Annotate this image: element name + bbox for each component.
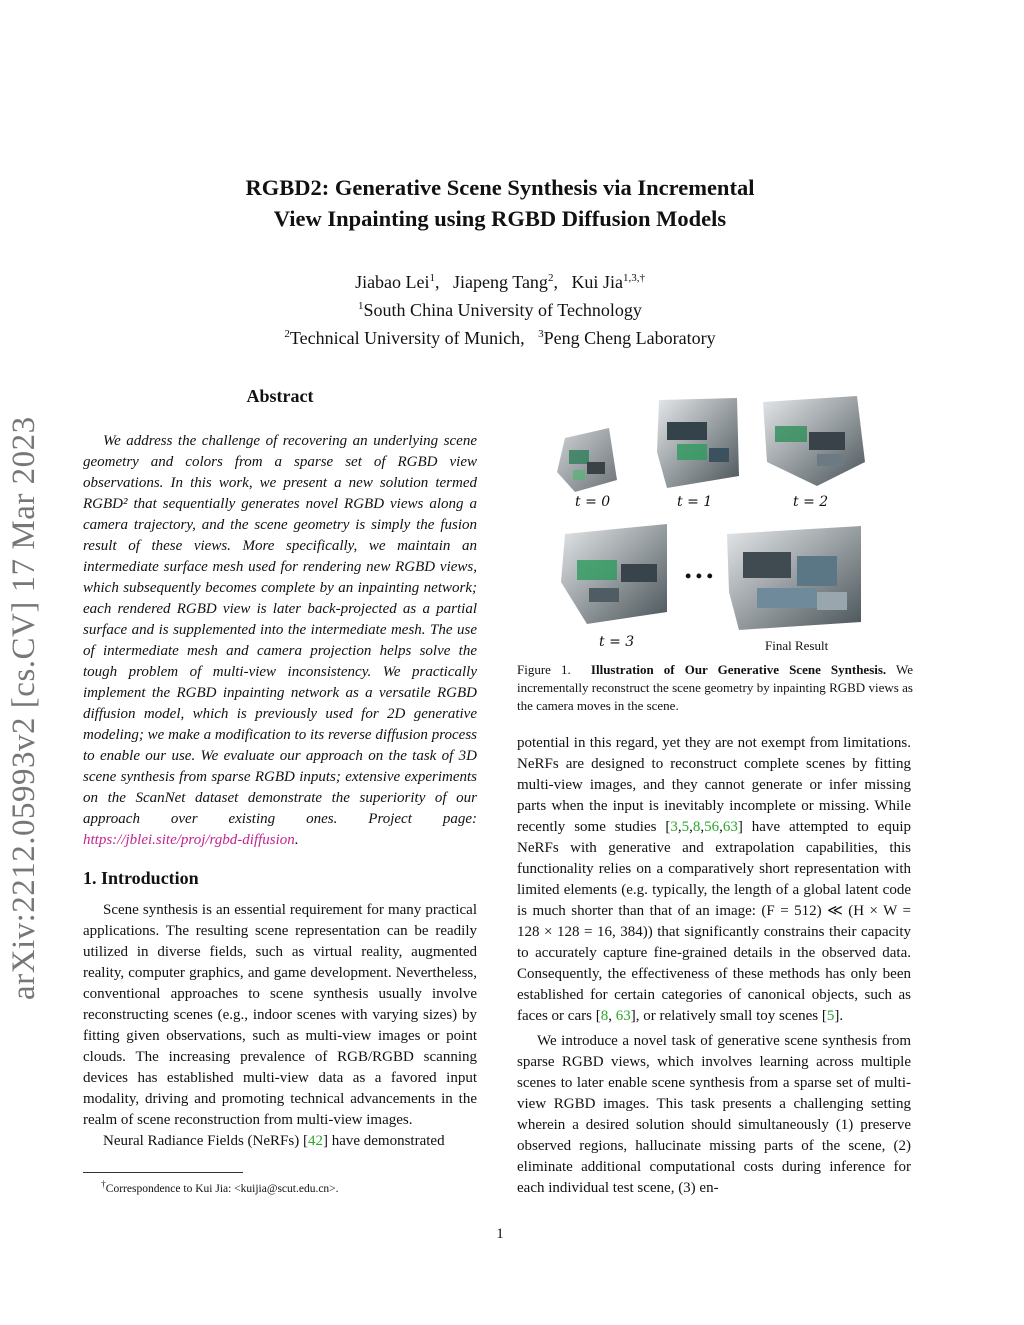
label-t2: t = 2	[793, 494, 829, 510]
figure-1-panels	[517, 392, 917, 657]
author-2: Jiapeng Tang	[453, 272, 548, 292]
author-1-affiliation: 1	[429, 272, 436, 284]
scene-render-final	[727, 526, 861, 630]
abstract-end: .	[294, 832, 299, 848]
author-block	[0, 266, 1000, 350]
citation-link[interactable]: 8	[600, 1008, 609, 1024]
right-p1-d: ].	[834, 1008, 844, 1024]
citation-link[interactable]: 56	[704, 819, 720, 835]
intro-p2-text-a: Neural Radiance Fields (NeRFs) [	[103, 1133, 308, 1149]
caption-title: Illustration of Our Generative Scene Synthesis.	[590, 662, 887, 677]
intro-paragraph-1: Scene synthesis is an essential requirement for many practical applications. The resulting scene representation can be readily utilized in diverse fields, such as virtual reality, augmented reality, computer graphics, and game development. Nevertheless, conventional approaches to scene synthesis usually involve reconstructing scenes (e.g., indoor scenes with varying sizes) by fitting given observations, such as multi-view images or point clouds. The increasing prevalence of RGB/RGBD scanning devices has established multi-view data as a favored input modality, driving and promoting technical advancements in the realm of scene reconstruction from multi-view images.	[83, 902, 477, 1128]
right-column-body	[517, 733, 911, 1199]
scene-render-t0	[557, 428, 617, 492]
affiliation-3-mark: 3	[538, 328, 544, 340]
label-t1: t = 1	[677, 494, 713, 510]
title-line-2: View Inpainting using RGBD Diffusion Models	[273, 206, 727, 231]
abstract-heading: Abstract	[246, 386, 314, 406]
footnote-text: Correspondence to Kui Jia: <kuijia@scut.edu.cn>.	[105, 1182, 339, 1195]
author-3-affiliation: 1,3,†	[622, 272, 645, 284]
footnote	[83, 1179, 477, 1195]
ellipsis: • • •	[685, 566, 713, 586]
citation-link[interactable]: 42	[307, 1133, 323, 1149]
footnote-mark: †	[101, 1179, 106, 1190]
scene-render-t1	[657, 398, 739, 488]
label-t0: t = 0	[575, 494, 611, 510]
right-paragraph-2: We introduce a novel task of generative scene synthesis from sparse RGBD views, which involves learning across multiple scenes to later enable scene synthesis from a sparse set of multi-view RGBD images. This task presents a challenging setting wherein a desired solution should simultaneously (1) preserve observed regions, hallucinate missing parts of the scene, (2) eliminate additional computational costs during inference for each individual test scene, (3) en-	[517, 1033, 911, 1196]
affiliation-1-text: South China University of Technology	[363, 300, 642, 320]
author-names: Jiabao Lei$^1$, Jiapeng Tang$^2$, Kui Jia$^{1,3,\dagger}$	[355, 272, 645, 292]
label-t3: t = 3	[599, 634, 635, 650]
right-p1-a: potential in this regard, yet they are not exempt from limitations. NeRFs are designed to reconstruct complete scenes by fitting multi-view images, and they cannot generate or infer missing parts when the input is inevitably incomplete or missing. While recently some studies [	[517, 735, 911, 835]
right-p1-b: ] have attempted to equip NeRFs with generative and extrapolation capabilities, this functionality relies on a comparatively short representation with limited elements (e.g. typically, the length of a global latent code is much shorter than that of an image: (F = 512) ≪ (H × W = 128 × 128 = 16, 384)) that significantly constrains their capacity to accurately capture fine-grained details in the observed data. Consequently, the effectiveness of these methods has only been established for certain categories of canonical objects, such as faces or cars [	[517, 819, 911, 1024]
arxiv-identifier: arXiv:2212.05993v2 [cs.CV] 17 Mar 2023	[6, 416, 42, 1000]
caption-text: We incrementally reconstruct the scene geometry by inpainting RGBD views as the camera moves in the scene.	[517, 662, 914, 713]
introduction-body	[83, 900, 477, 1152]
scene-render-t2	[763, 396, 865, 486]
caption-prefix: Figure 1.	[517, 662, 571, 677]
affiliation-2-mark: 2	[284, 328, 290, 340]
abstract-text: We address the challenge of recovering an underlying scene geometry and colors from a sparse set of RGBD view observations. In this work, we present a new solution termed RGBD² that sequentially generates novel RGBD views along a camera trajectory, and the scene geometry is simply the fusion result of these views. More specifically, we maintain an intermediate surface mesh used for rendering new RGBD views, which subsequently becomes complete by an inpainting network; each rendered RGBD view is later back-projected as a partial surface and is supplemented into the intermediate mesh. The use of intermediate mesh and camera projection helps solve the tough problem of multi-view inconsistency. We practically implement the RGBD inpainting network as a versatile RGBD diffusion model, which is previously used for 2D generative modeling; we make a modification to its reverse diffusion process to enable our use. We evaluate our approach on the task of 3D scene synthesis from sparse RGBD inputs; extensive experiments on the ScanNet dataset demonstrate the superiority of our approach over existing ones. Project page:	[83, 433, 477, 827]
paper-title	[0, 172, 1000, 234]
author-3: Kui Jia	[571, 272, 623, 292]
right-paragraph-1: potential in this regard, yet they are not exempt from limitations. NeRFs are designed to reconstruct complete scenes by fitting multi-view images, and they cannot generate or infer missing parts when the input is inevitably incomplete or missing. While recently some studies [3,5,8,56,63] have attempted to equip NeRFs with generative and extrapolation capabilities, this functionality relies on a comparatively short representation with limited elements (e.g. typically, the length of a global latent code is much shorter than that of an image: (F = 512) ≪ (H × W = 128 × 128 = 16, 384)) that significantly constrains their capacity to accurately capture fine-grained details in the observed data. Consequently, the effectiveness of these methods has only been established for certain categories of canonical objects, such as faces or cars [8, 63], or relatively small toy scenes [5].	[517, 735, 911, 1024]
citation-link[interactable]: 8	[692, 819, 701, 835]
project-page-link[interactable]: https://jblei.site/proj/rgbd-diffusion	[83, 832, 295, 848]
title-line-1: RGBD2: Generative Scene Synthesis via Incremental	[245, 175, 755, 200]
citation-link[interactable]: 63	[615, 1008, 631, 1024]
intro-p2-text-b: ] have demonstrated	[322, 1133, 445, 1149]
affiliation-2-text: Technical University of Munich,	[289, 328, 525, 348]
label-final-result: Final Result	[765, 638, 829, 653]
author-2-affiliation: 2	[547, 272, 554, 284]
citation-link[interactable]: 5	[826, 1008, 835, 1024]
footnote-rule	[83, 1172, 243, 1173]
abstract-body	[83, 431, 477, 851]
affiliation-2-3	[0, 322, 1000, 350]
affiliation-1-mark: 1	[358, 300, 364, 312]
right-p1-c: ], or relatively small toy scenes [	[630, 1008, 827, 1024]
affiliation-3-text: Peng Cheng Laboratory	[543, 328, 716, 348]
author-1: Jiabao Lei	[355, 272, 430, 292]
affiliation-1	[0, 294, 1000, 322]
figure-1-caption	[517, 661, 913, 715]
citation-link[interactable]: 5	[681, 819, 690, 835]
figure-1	[517, 392, 917, 657]
intro-paragraph-2	[83, 1131, 477, 1152]
scene-render-t3	[561, 524, 667, 624]
citation-link[interactable]: 3	[670, 819, 678, 835]
section-heading-introduction: 1. Introduction	[83, 868, 199, 888]
citation-link[interactable]: 63	[722, 819, 738, 835]
page-number: 1	[496, 1226, 504, 1242]
